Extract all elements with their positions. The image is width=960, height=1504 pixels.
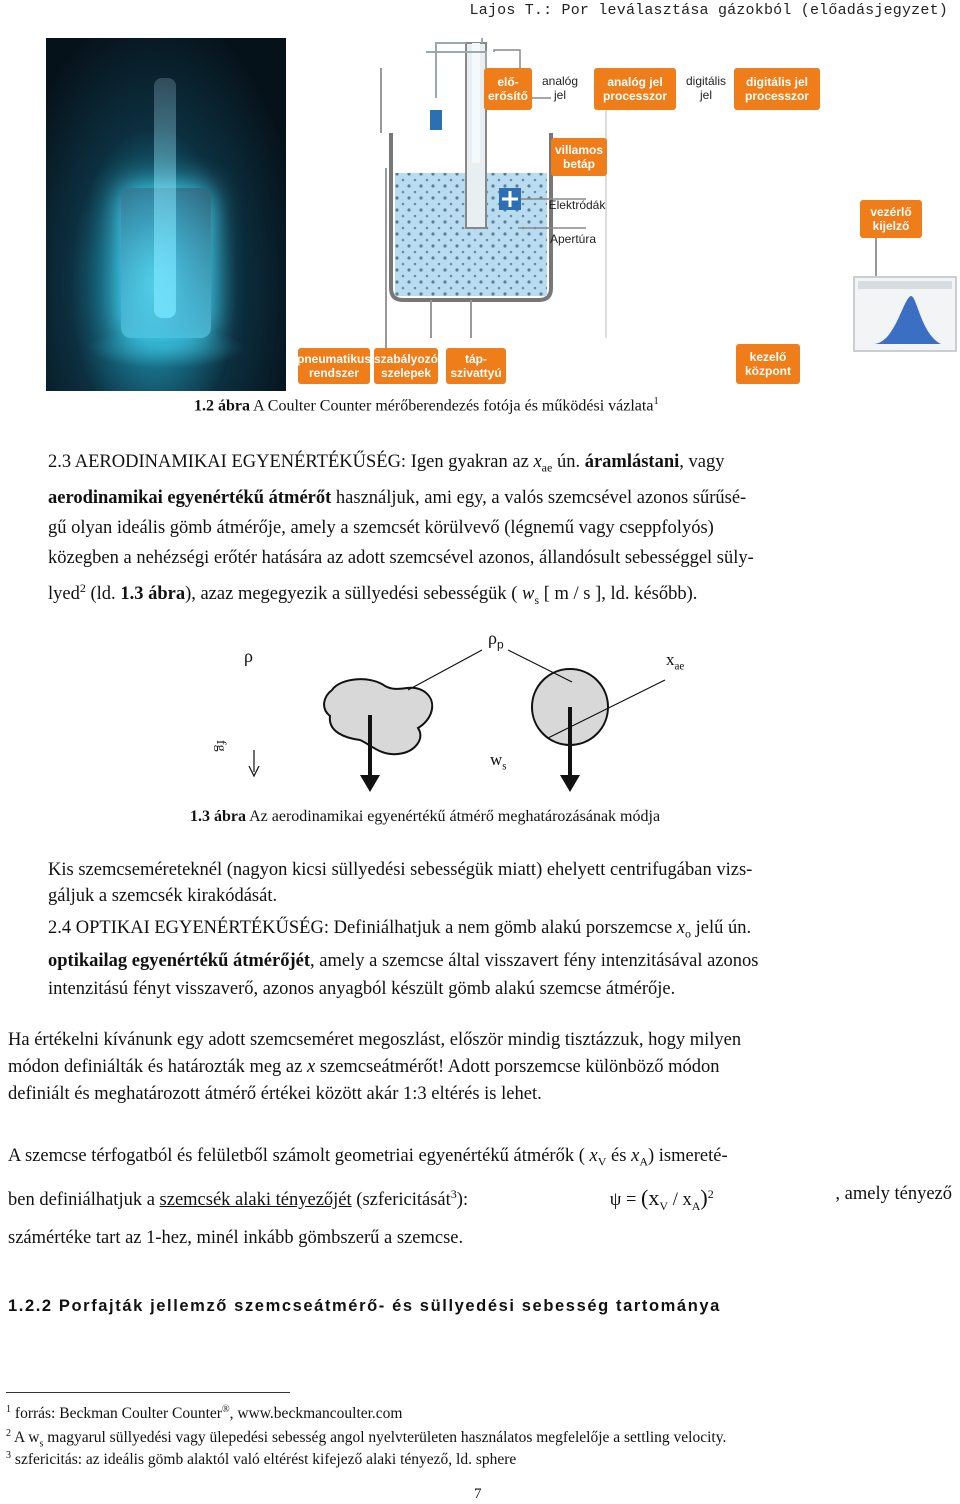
box-szabalyozo: szabályozó szelepek [374,348,438,384]
box-elo-erosito: elő- erősítő [484,68,532,110]
t: ): [456,1189,469,1210]
psi-symbol: ψ [609,1189,622,1210]
fn-num: 1 [6,1404,12,1415]
t: magyarul süllyedési vagy ülepedési sebesség angol nyelvterületen használatos megfelelője a settling velocity. [43,1429,727,1447]
line-1: Kis szemcseméreteknél (nagyon kicsi süllyedési sebességük miatt) ehelyett centrifugában vizs- [48,860,753,880]
w-symbol: w [522,583,535,604]
figure-1-2-caption [194,396,659,415]
t: , amely tényező [835,1183,952,1204]
para-a-szemcse [8,1140,952,1254]
footnote-3 [6,1450,516,1469]
coulter-photo [46,38,286,391]
x-ae-label [666,650,684,672]
equals: = [625,1189,637,1210]
a-sub: A [691,1198,701,1213]
t: és [606,1146,632,1166]
line-3: számértéke tart az 1-hez, minél inkább gömbszerű a szemcse. [8,1227,464,1248]
sphericity-formula [610,1178,714,1222]
t: (szfericitását [351,1189,451,1210]
line-5 [48,573,952,615]
rho-p-symbol: ρ [488,628,497,648]
label-digitalis-jel: digitális jel [685,74,727,102]
t: (ld. [85,583,121,604]
line-2 [48,483,952,513]
x-symbol: x [533,452,542,472]
t: 2.3 AERODINAMIKAI EGYENÉRTÉKŰSÉG: Igen gyakran az [48,452,534,472]
figure-ref: 1.3 ábra [120,583,186,604]
v-sub: V [659,1198,669,1213]
equivalence-diagram [220,620,740,800]
line-2-left [8,1178,468,1222]
unit: [ m / s ] [539,583,602,604]
figure-1-3 [213,620,740,800]
line-4: közegben a nehézségi erőtér hatására az adott szemcsével azonos, állandósult sebességgel süly- [48,547,754,568]
line-3: gű olyan ideális gömb átmérője, amely a szemcsét körülvevő (légnemű vagy cseppfolyós) [48,517,714,538]
box-tap-szivattyu: táp- szivattyú [446,348,506,384]
box-kezelo-kozpont: kezelő központ [736,344,800,384]
formula-body: (x [641,1184,660,1210]
footnote-separator [6,1392,290,1393]
section-heading-1-2-2: 1.2.2 Porfajták jellemző szemcseátmérő- és süllyedési sebesség tartománya [8,1297,721,1315]
registered-mark: ® [221,1404,230,1415]
t: módon definiálták és határozták meg az [8,1057,307,1077]
t: ben definiálhatjuk a [8,1189,160,1210]
footnote-ref: 2 [79,580,86,595]
box-pneumatikus: pneumatikus rendszer [298,348,370,384]
box-vezerlo-kijelzo: vezérlő kijelző [860,200,922,238]
line-2 [8,1178,952,1222]
label-analog-jel: analóg jel [541,74,579,102]
t: , ld. később). [601,583,698,604]
probe-glow [154,78,176,318]
t: jelű ún. [691,918,752,938]
fn-num: 3 [6,1450,12,1461]
box-villamos-betap: villamos betáp [551,138,607,176]
line-1-main [48,447,725,483]
monitor-screen [853,276,957,352]
x-sub: o [685,926,692,941]
box-analog-processzor: analóg jel processzor [594,68,676,110]
caption-footnote-ref: 1 [653,396,659,407]
footnote-2 [6,1428,726,1449]
t: használjuk, ami egy, a valós szemcsével azonos sűrűsé- [331,487,747,508]
fg-label: fg [213,740,228,752]
x-sub: ae [541,460,553,475]
xv-sub: V [597,1154,607,1169]
t: szfericitás: az ideális gömb alaktól való eltérést kifejező alaki tényező, ld. sphere [11,1451,517,1469]
bold-term: áramlástani [584,452,680,472]
t: lyed [48,583,80,604]
formula-div: / x [668,1189,692,1210]
running-header: Lajos T.: Por leválasztása gázokból (előadásjegyzet) [469,2,948,19]
w-sub: s [502,760,507,773]
t: , vagy [679,452,725,472]
figure-1-3-caption [190,808,660,826]
xa-sub: A [639,1154,648,1169]
section-2-3 [48,447,952,615]
x-symbol: x [666,650,675,669]
t: ), azaz megegyezik a süllyedési sebességük ( [185,583,523,604]
line-2 [48,948,952,976]
label-apertura: Apertúra [549,232,597,246]
w-sub: s [534,592,540,607]
line-1 [8,1140,952,1178]
line-2 [8,1054,952,1081]
line-1 [48,447,952,483]
t: ) ismereté- [648,1146,728,1166]
coulter-figure [46,38,954,393]
w-symbol: w [490,750,503,769]
xa-symbol: x [631,1146,640,1166]
t: ún. [552,452,585,472]
formula-close: ) [700,1184,708,1210]
t: A szemcse térfogatból és felületből számolt geometriai egyenértékű átmérők ( [8,1146,590,1166]
x-sub: ae [674,660,685,673]
bold-term: optikailag egyenértékű átmérőjét [48,951,311,972]
caption-label: 1.3 ábra [190,808,246,825]
histogram-icon [855,278,955,350]
caption-label: 1.2 ábra [194,397,250,415]
rho-p-label [488,628,504,652]
line-2: gáljuk a szemcsék kirakódását. [48,885,278,906]
footnote-ref: 3 [450,1186,457,1201]
t: , amely a szemcse által visszavert fény intenzitásával azonos [310,951,759,972]
line-1: Ha értékelni kívánunk egy adott szemcseméret megoszlást, először mindig tisztázzuk, hogy milyen [8,1030,742,1050]
ws-sub: s [39,1438,44,1450]
line-3: definiált és meghatározott átmérő értékei között akár 1:3 eltérés is lehet. [8,1084,542,1104]
caption-text: A Coulter Counter mérőberendezés fotója és működési vázlata [250,397,654,415]
bold-term: aerodinamikai egyenértékű átmérőt [48,487,332,508]
underlined-term: szemcsék alaki tényezőjét [159,1189,352,1210]
page-number: 7 [474,1486,482,1502]
reflection [86,328,246,368]
xv-symbol: x [589,1146,598,1166]
formula-exp: 2 [707,1186,714,1201]
label-elektrodak: Elektródák [548,198,606,212]
line-3: intenzitású fényt visszaverő, azonos anyagból készült gömb alakú szemcse átmérője. [48,978,676,999]
t: forrás: Beckman Coulter Counter [11,1405,222,1423]
x-symbol: x [676,918,685,938]
para-ha [8,1027,952,1108]
t: , www.beckmancoulter.com [229,1405,403,1423]
x-symbol: x [306,1057,316,1077]
caption-text: Az aerodinamikai egyenértékű átmérő meghatározásának módja [246,808,661,825]
t: A w [11,1429,40,1447]
rho-p-sub: p [496,637,504,652]
rho-label: ρ [244,646,253,666]
box-digitalis-processzor: digitális jel processzor [734,68,820,110]
ws-label [490,750,507,772]
line-1 [48,915,952,948]
para-kis [48,858,952,909]
section-2-4 [48,915,952,1003]
t: 2.4 OPTIKAI EGYENÉRTÉKŰSÉG: Definiálhatjuk a nem gömb alakú porszemcse [48,918,677,938]
fn-num: 2 [6,1428,12,1439]
t: szemcseátmérőt! Adott porszemcse különböző módon [315,1057,720,1077]
footnote-1 [6,1404,403,1423]
